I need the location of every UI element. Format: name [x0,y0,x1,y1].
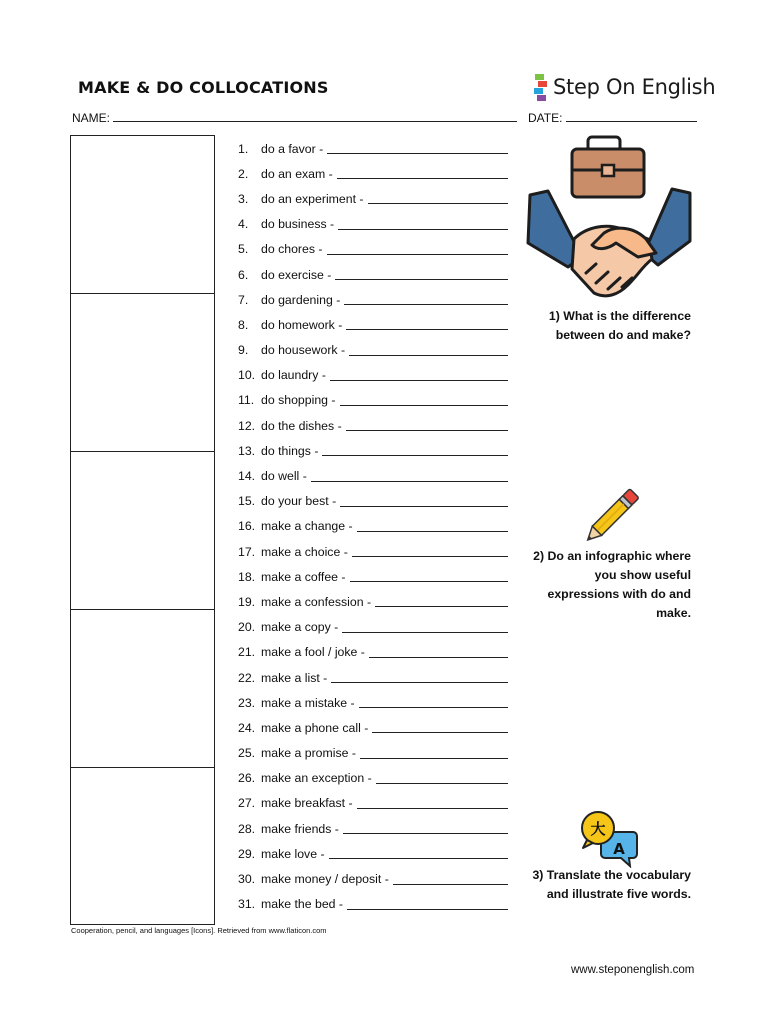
item-collocation: do your best - [261,494,337,509]
task-3-line: 3) Translate the vocabulary [532,868,691,882]
item-collocation: make a phone call - [261,720,369,735]
answer-blank[interactable] [369,647,508,658]
item-number: 29. [238,846,256,861]
date-label: DATE: [528,111,563,125]
item-number: 11. [238,393,255,408]
date-field[interactable] [528,111,697,125]
vocab-item [238,438,508,463]
vocab-item [238,892,508,917]
vocab-item [238,816,508,841]
item-number: 2. [238,166,249,181]
item-collocation: do business - [261,217,335,232]
item-number: 31. [238,897,256,912]
latin-glyph: A [613,840,625,858]
vocab-item [238,463,508,488]
item-number: 3. [238,191,249,206]
vocab-item [238,212,508,237]
vocab-item [238,665,508,690]
item-collocation: make breakfast - [261,796,353,811]
item-collocation: do shopping - [261,393,336,408]
vocab-item [238,564,508,589]
answer-blank[interactable] [338,219,508,230]
item-collocation: do things - [261,443,319,458]
vocab-item [238,766,508,791]
item-number: 20. [238,620,256,635]
answer-blank[interactable] [350,571,508,582]
item-number: 26. [238,771,256,786]
item-collocation: make a list - [261,670,328,685]
answer-blank[interactable] [349,345,508,356]
item-collocation: make an exception - [261,771,372,786]
item-number: 7. [238,292,249,307]
item-number: 18. [238,569,256,584]
icon-credit: Cooperation, pencil, and languages [Icons]. Retrieved from www.flaticon.com [71,926,327,935]
item-collocation: make a promise - [261,746,356,761]
vocab-item [238,338,508,363]
pencil-icon [580,487,640,547]
answer-blank[interactable] [344,294,508,305]
answer-blank[interactable] [337,168,508,179]
answer-blank[interactable] [340,496,508,507]
task-1-text [549,307,691,345]
answer-blank[interactable] [343,823,508,834]
stacked-blocks-icon [533,74,549,102]
answer-blank[interactable] [376,773,508,784]
answer-blank[interactable] [331,672,508,683]
vocab-item [238,161,508,186]
item-number: 8. [238,317,249,332]
item-number: 12. [238,418,256,433]
answer-blank[interactable] [322,445,508,456]
vocab-item [238,363,508,388]
answer-blank[interactable] [342,622,508,633]
answer-blank[interactable] [372,722,508,733]
answer-blank[interactable] [335,269,508,280]
item-collocation: do an exam - [261,166,333,181]
website-link[interactable]: www.steponenglish.com [571,964,695,976]
date-blank[interactable] [566,111,697,122]
illustration-box[interactable] [71,136,214,294]
vocab-item [238,615,508,640]
translation-bubbles-icon [579,810,639,868]
item-collocation: make a change - [261,519,353,534]
item-number: 5. [238,242,249,257]
item-number: 30. [238,872,256,887]
item-number: 4. [238,217,249,232]
name-field[interactable] [72,111,517,125]
vocab-item [238,690,508,715]
vocab-item [238,186,508,211]
answer-blank[interactable] [357,798,508,809]
vocab-item [238,262,508,287]
vocab-item [238,715,508,740]
worksheet-title: MAKE & DO COLLOCATIONS [78,78,329,97]
vocab-item [238,841,508,866]
vocab-item [238,741,508,766]
item-number: 28. [238,821,256,836]
item-number: 10. [238,368,256,383]
vocabulary-list [238,136,508,917]
item-number: 21. [238,645,256,660]
vocab-item [238,312,508,337]
answer-blank[interactable] [357,521,508,532]
item-number: 16. [238,519,256,534]
task-1-line: 1) What is the difference [548,309,691,323]
item-number: 22. [238,670,256,685]
task-2-line: 2) Do an infographic where [533,549,691,563]
name-label: NAME: [72,111,111,125]
item-collocation: make love - [261,846,325,861]
vocab-item [238,287,508,312]
item-collocation: do chores - [261,242,323,257]
vocab-item [238,489,508,514]
illustration-boxes [70,135,215,925]
task-1-line: between do and make? [555,328,691,342]
item-number: 1. [238,141,249,156]
item-collocation: make money / deposit - [261,872,389,887]
vocab-item [238,237,508,262]
task-2-line: expressions with do and [547,587,691,601]
item-collocation: do housework - [261,343,346,358]
answer-blank[interactable] [327,244,508,255]
answer-blank[interactable] [347,899,508,910]
vocab-item [238,388,508,413]
answer-blank[interactable] [359,697,508,708]
task-2-text [533,547,691,623]
item-collocation: make a copy - [261,620,339,635]
item-collocation: do an experiment - [261,191,364,206]
brand-name: Step On English [553,75,716,99]
vocab-item [238,589,508,614]
item-number: 13. [238,443,256,458]
item-collocation: do laundry - [261,368,326,383]
cjk-glyph: 大 [590,820,606,838]
answer-blank[interactable] [340,395,508,406]
vocab-item [238,514,508,539]
item-number: 27. [238,796,256,811]
item-collocation: do the dishes - [261,418,342,433]
item-number: 6. [238,267,249,282]
answer-blank[interactable] [330,370,508,381]
answer-blank[interactable] [393,874,508,885]
answer-blank[interactable] [327,143,508,154]
vocab-item [238,539,508,564]
answer-blank[interactable] [329,848,508,859]
answer-blank[interactable] [368,193,508,204]
answer-blank[interactable] [360,748,508,759]
illustration-box[interactable] [71,610,214,768]
vocab-item [238,136,508,161]
item-collocation: make a coffee - [261,569,346,584]
illustration-box[interactable] [71,294,214,452]
item-number: 25. [238,746,256,761]
item-collocation: do exercise - [261,267,332,282]
vocab-item [238,640,508,665]
item-collocation: do homework - [261,317,343,332]
item-number: 19. [238,594,256,609]
item-number: 17. [238,544,256,559]
item-collocation: make a choice - [261,544,348,559]
item-collocation: make friends - [261,821,339,836]
item-number: 14. [238,469,256,484]
task-2-line: make. [656,606,691,620]
task-2-line: you show useful [594,568,691,582]
illustration-box[interactable] [71,768,214,924]
answer-blank[interactable] [311,471,508,482]
item-collocation: do well - [261,469,307,484]
answer-blank[interactable] [375,596,508,607]
vocab-item [238,866,508,891]
answer-blank[interactable] [346,319,508,330]
item-number: 24. [238,720,256,735]
item-collocation: make a fool / joke - [261,645,365,660]
name-blank[interactable] [113,111,517,122]
item-collocation: make a mistake - [261,695,355,710]
task-3-line: and illustrate five words. [546,887,691,901]
item-collocation: make a confession - [261,594,372,609]
item-number: 23. [238,695,256,710]
item-collocation: do a favor - [261,141,324,156]
item-number: 15. [238,494,256,509]
illustration-box[interactable] [71,452,214,610]
handshake-briefcase-icon [526,135,694,305]
vocab-item [238,791,508,816]
item-collocation: make the bed - [261,897,344,912]
task-3-text [532,866,691,904]
vocab-item [238,413,508,438]
answer-blank[interactable] [352,546,508,557]
item-number: 9. [238,343,249,358]
answer-blank[interactable] [346,420,508,431]
item-collocation: do gardening - [261,292,341,307]
